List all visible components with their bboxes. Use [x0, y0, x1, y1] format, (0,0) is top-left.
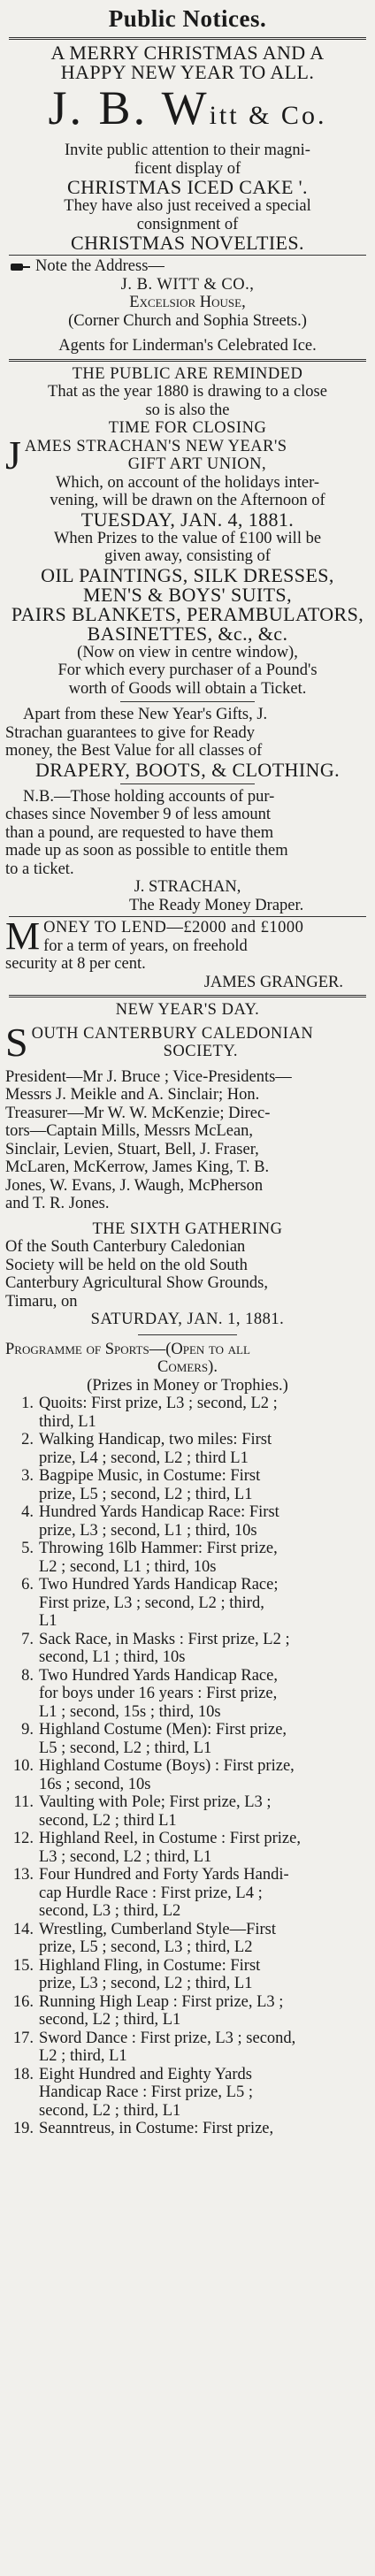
sport-text: [39, 1576, 370, 1631]
sport-text: [39, 2029, 370, 2066]
divider: [9, 995, 366, 998]
firm-name-part-2: itt & C: [209, 101, 302, 130]
sport-line: third, L1: [39, 1412, 96, 1431]
sport-line: L5 ; second, L2 ; third, L1: [39, 1739, 212, 1757]
sport-item: [5, 1395, 370, 1431]
sport-number: 3.: [21, 1467, 34, 1485]
divider: [9, 916, 366, 917]
reminded-heading: THE PUBLIC ARE REMINDED: [72, 364, 303, 383]
sport-text: [39, 1540, 370, 1576]
officers-line: Messrs J. Meikle and A. Sinclair; Hon.: [5, 1086, 260, 1104]
sport-text: [39, 1793, 370, 1830]
prizes-line-2: given away, consisting of: [104, 547, 271, 565]
art-union-body-2: vening, will be drawn on the Afternoon of: [50, 492, 325, 509]
money-advertisement: [5, 914, 370, 991]
sport-line: Walking Handicap, two miles: First: [39, 1431, 272, 1449]
sport-text: [39, 1667, 370, 1722]
sport-number: 12.: [12, 1830, 34, 1847]
sport-text: [39, 1631, 370, 1667]
sport-item: [5, 1721, 370, 1757]
programme-line-2: Comers).: [157, 1358, 218, 1376]
art-union-title-2: GIFT ART UNION,: [127, 455, 267, 473]
sport-item: [5, 1957, 370, 1993]
sport-line: for boys under 16 years : First prize,: [39, 1685, 278, 1702]
caledonian-title-2: SOCIETY.: [163, 1043, 238, 1060]
sport-number: 8.: [21, 1666, 34, 1685]
sport-number: 18.: [12, 2065, 34, 2083]
sport-line: second, L2 ; third L1: [39, 1811, 177, 1830]
signature-title: The Ready Money Draper.: [129, 896, 304, 914]
gathering-line-4: Timaru, on: [5, 1292, 78, 1311]
sport-number: 17.: [12, 2029, 34, 2047]
goods-line-2: MEN'S & BOYS' SUITS,: [83, 583, 292, 606]
sport-line: prize, L5 ; second, L2 ; third, L1: [39, 1485, 253, 1503]
sport-text: [39, 1503, 370, 1540]
sport-line: second, L2 ; third, L1: [39, 2101, 181, 2120]
sport-line: Eight Hundred and Eighty Yards: [39, 2065, 252, 2083]
sport-line: cap Hurdle Race : First prize, L4 ;: [39, 1884, 263, 1902]
time-for-closing: TIME FOR CLOSING: [108, 419, 267, 437]
officers-line: tors—Captain Mills, Messrs McLean,: [5, 1122, 254, 1140]
sport-line: L1: [39, 1612, 57, 1630]
sport-text: [39, 2066, 370, 2121]
novelties-line: CHRISTMAS NOVELTIES.: [71, 232, 304, 254]
sport-line: Running High Leap : First prize, L3 ;: [39, 1992, 284, 2011]
sport-text: [39, 1957, 370, 1993]
sport-line: second, L3 ; third, L2: [39, 1902, 181, 1920]
dropcap: J: [5, 432, 21, 478]
firm-name-part-3: o.: [301, 101, 327, 130]
art-union-date: TUESDAY, JAN. 4, 1881.: [80, 508, 295, 531]
note-label: Note the Address—: [35, 257, 165, 275]
sport-number: 2.: [21, 1431, 34, 1449]
sport-item: [5, 2066, 370, 2121]
agents-line: Agents for Linderman's Celebrated Ice.: [58, 337, 317, 355]
sport-number: 16.: [12, 1992, 34, 2011]
greeting-line-1: A MERRY CHRISTMAS AND A: [50, 42, 325, 64]
sport-item: [5, 2120, 370, 2138]
sport-line: Sword Dance : First prize, L3 ; second,: [39, 2029, 296, 2047]
corner-line: (Corner Church and Sophia Streets.): [68, 311, 307, 330]
officers-line: Treasurer—Mr W. W. McKenzie; Direc-: [5, 1104, 271, 1122]
sport-item: [5, 1921, 370, 1957]
sport-text: [39, 1721, 370, 1757]
sport-line: Highland Costume (Boys) : First prize,: [39, 1757, 295, 1775]
sport-line: second, L1 ; third, 10s: [39, 1648, 186, 1666]
section-header: Public Notices.: [108, 5, 267, 32]
witt-advertisement: [5, 43, 370, 355]
signature-name: J. STRACHAN,: [134, 878, 241, 896]
new-years-day-heading: NEW YEAR'S DAY.: [115, 1001, 260, 1019]
sport-number: 19.: [12, 2120, 34, 2137]
nb-line-3: than a pound, are requested to have them: [5, 823, 274, 842]
drapery-line: DRAPERY, BOOTS, & CLOTHING.: [34, 758, 341, 781]
sport-item: [5, 1503, 370, 1540]
sport-number: 7.: [21, 1630, 34, 1648]
gathering-line-2: Society will be held on the old South: [5, 1256, 248, 1274]
dropcap: M: [5, 914, 41, 958]
sport-line: L1 ; second, 15s ; third, 10s: [39, 1702, 221, 1721]
gathering-heading: THE SIXTH GATHERING: [92, 1219, 283, 1238]
sport-line: Sack Race, in Masks : First prize, L2 ;: [39, 1630, 290, 1648]
apart-line-1: Apart from these New Year's Gifts, J.: [23, 706, 268, 723]
officers-line: McLaren, McKerrow, James King, T. B.: [5, 1158, 270, 1176]
sport-number: 11.: [13, 1793, 34, 1811]
money-line-1: ONEY TO LEND—£2000 and £1000: [43, 919, 304, 936]
officers-line: Jones, W. Evans, J. Waugh, McPherson: [5, 1176, 264, 1195]
sport-line: Bagpipe Music, in Costume: First: [39, 1467, 261, 1485]
nb-line-2: chases since November 9 of less amount: [5, 806, 272, 823]
caledonian-title-1: OUTH CANTERBURY CALEDONIAN: [31, 1024, 314, 1043]
sport-line: Wrestling, Cumberland Style—First: [39, 1920, 276, 1938]
sport-number: 9.: [21, 1721, 34, 1739]
house-name: Excelsior House,: [129, 294, 246, 311]
sport-text: [39, 2120, 370, 2138]
money-line-2: for a term of years, on freehold: [43, 936, 248, 955]
nb-line-1: N.B.—Those holding accounts of pur-: [23, 787, 275, 806]
sport-item: [5, 1576, 370, 1631]
firm-name-part-1: J. B. W: [48, 81, 210, 134]
sport-line: prize, L3 ; second, L2 ; third, L1: [39, 1975, 253, 1992]
nb-line-4: made up as soon as possible to entitle them: [5, 842, 288, 860]
gathering-line-3: Canterbury Agricultural Show Grounds,: [5, 1274, 268, 1292]
art-union-line-2: so is also the: [145, 401, 230, 419]
sport-item: [5, 1540, 370, 1576]
art-union-advertisement: [5, 365, 370, 915]
sport-item: [5, 1830, 370, 1866]
officers-paragraph: [5, 1068, 370, 1213]
sport-item: [5, 1993, 370, 2029]
art-union-line-1: That as the year 1880 is drawing to a close: [48, 383, 327, 401]
sport-line: prize, L5 ; second, L3 ; third, L2: [39, 1938, 253, 1956]
sport-line: Hundred Yards Handicap Race: First: [39, 1503, 279, 1521]
sport-line: Vaulting with Pole; First prize, L3 ;: [39, 1793, 272, 1811]
sport-line: Two Hundred Yards Handicap Race;: [39, 1576, 279, 1594]
also-line-2: consignment of: [136, 215, 239, 233]
sports-list: [5, 1395, 370, 2138]
sport-line: Highland Fling, in Costume: First: [39, 1956, 261, 1975]
money-signature: JAMES GRANGER.: [203, 973, 343, 991]
note-address-line: [5, 257, 370, 276]
sport-text: [39, 1431, 370, 1467]
view-line: (Now on view in centre window),: [77, 643, 298, 661]
goods-line-4: BASINETTES, &c., &c.: [87, 622, 288, 645]
art-union-body-1: Which, on account of the holidays inter-: [55, 473, 320, 492]
gathering-line-1: Of the South Canterbury Caledonian: [5, 1238, 246, 1256]
sport-number: 5.: [21, 1540, 34, 1557]
sport-line: Handicap Race : First prize, L5 ;: [39, 2083, 253, 2101]
sport-number: 14.: [12, 1920, 34, 1938]
programme-line-3: (Prizes in Money or Trophies.): [87, 1376, 288, 1395]
dropcap: S: [5, 1019, 28, 1065]
sport-number: 10.: [12, 1757, 34, 1775]
sport-item: [5, 1667, 370, 1722]
divider: [9, 255, 366, 256]
sport-line: 16s ; second, 10s: [39, 1775, 151, 1793]
sport-line: Seanntreus, in Costume: First prize,: [39, 2120, 274, 2137]
sport-text: [39, 1866, 370, 1921]
art-union-title: [5, 432, 370, 478]
apart-line-2: Strachan guarantees to give for Ready: [5, 723, 256, 742]
sport-item: [5, 1793, 370, 1830]
also-line-1: They have also just received a special: [64, 197, 311, 215]
money-line-3: security at 8 per cent.: [5, 955, 146, 973]
sport-line: prize, L4 ; second, L2 ; third L1: [39, 1449, 249, 1467]
gathering-date: SATURDAY, JAN. 1, 1881.: [90, 1311, 285, 1328]
apart-line-3: money, the Best Value for all classes of: [5, 742, 263, 760]
sport-item: [5, 1757, 370, 1793]
sport-line: Two Hundred Yards Handicap Race,: [39, 1666, 278, 1685]
sport-text: [39, 1757, 370, 1793]
sport-line: L2 ; third, L1: [39, 2047, 127, 2065]
sport-line: L3 ; second, L2 ; third, L1: [39, 1847, 212, 1866]
intro-line-2: ficent display of: [134, 159, 241, 178]
sport-text: [39, 1467, 370, 1503]
sport-number: 15.: [12, 1956, 34, 1975]
programme-line-1: Programme of Sports—(Open to all: [5, 1340, 250, 1358]
sport-item: [5, 1631, 370, 1667]
sport-line: Quoits: First prize, L3 ; second, L2 ;: [39, 1395, 278, 1412]
firm-name: [5, 82, 370, 141]
nb-line-5: to a ticket.: [5, 860, 74, 878]
caledonian-title: [5, 1019, 370, 1065]
sport-text: [39, 1993, 370, 2029]
sport-item: [5, 1866, 370, 1921]
sport-number: 4.: [21, 1503, 34, 1521]
goods-line-3: PAIRS BLANKETS, PERAMBULATORS,: [11, 602, 364, 625]
sport-item: [5, 1431, 370, 1467]
address-name: J. B. WITT & CO.,: [120, 275, 255, 294]
divider: [120, 701, 255, 702]
sport-line: second, L2 ; third, L1: [39, 2011, 181, 2029]
sport-line: L2 ; second, L1 ; third, 10s: [39, 1557, 217, 1576]
officers-line: President—Mr J. Bruce ; Vice-Presidents—: [5, 1067, 292, 1086]
caledonian-advertisement: [5, 1001, 370, 2138]
pointing-hand-icon: [11, 262, 30, 272]
sport-line: First prize, L3 ; second, L2 ; third,: [39, 1594, 264, 1612]
sport-text: [39, 1921, 370, 1957]
divider: [9, 359, 366, 362]
newspaper-column: [5, 4, 370, 2138]
sport-line: prize, L3 ; second, L1 ; third, 10s: [39, 1521, 257, 1540]
art-union-title-1: AMES STRACHAN'S NEW YEAR'S: [24, 437, 287, 455]
sport-text: [39, 1395, 370, 1431]
sport-line: Throwing 16lb Hammer: First prize,: [39, 1540, 278, 1557]
sport-line: Highland Reel, in Costume : First prize,: [39, 1830, 301, 1847]
sport-line: Four Hundred and Forty Yards Handi-: [39, 1866, 289, 1884]
sport-item: [5, 2029, 370, 2066]
greeting-line-2: HAPPY NEW YEAR TO ALL.: [60, 61, 315, 83]
sport-text: [39, 1830, 370, 1866]
sport-number: 6.: [21, 1576, 34, 1594]
prizes-line-1: When Prizes to the value of £100 will be: [53, 529, 322, 547]
sport-number: 1.: [21, 1395, 34, 1412]
officers-line: Sinclair, Levien, Stuart, Bell, J. Fraser,: [5, 1140, 259, 1158]
sport-item: [5, 1467, 370, 1503]
divider: [138, 1334, 237, 1335]
intro-line-1: Invite public attention to their magni-: [65, 141, 310, 159]
sport-number: 13.: [12, 1866, 34, 1884]
goods-line-1: OIL PAINTINGS, SILK DRESSES,: [41, 563, 334, 586]
officers-line: and T. R. Jones.: [5, 1195, 110, 1212]
ticket-line-1: For which every purchaser of a Pound's: [57, 661, 318, 679]
divider: [9, 37, 366, 40]
sport-line: Highland Costume (Men): First prize,: [39, 1721, 287, 1739]
cakes-line: CHRISTMAS ICED CAKE '.: [67, 176, 308, 198]
ticket-line-2: worth of Goods will obtain a Ticket.: [68, 679, 307, 698]
